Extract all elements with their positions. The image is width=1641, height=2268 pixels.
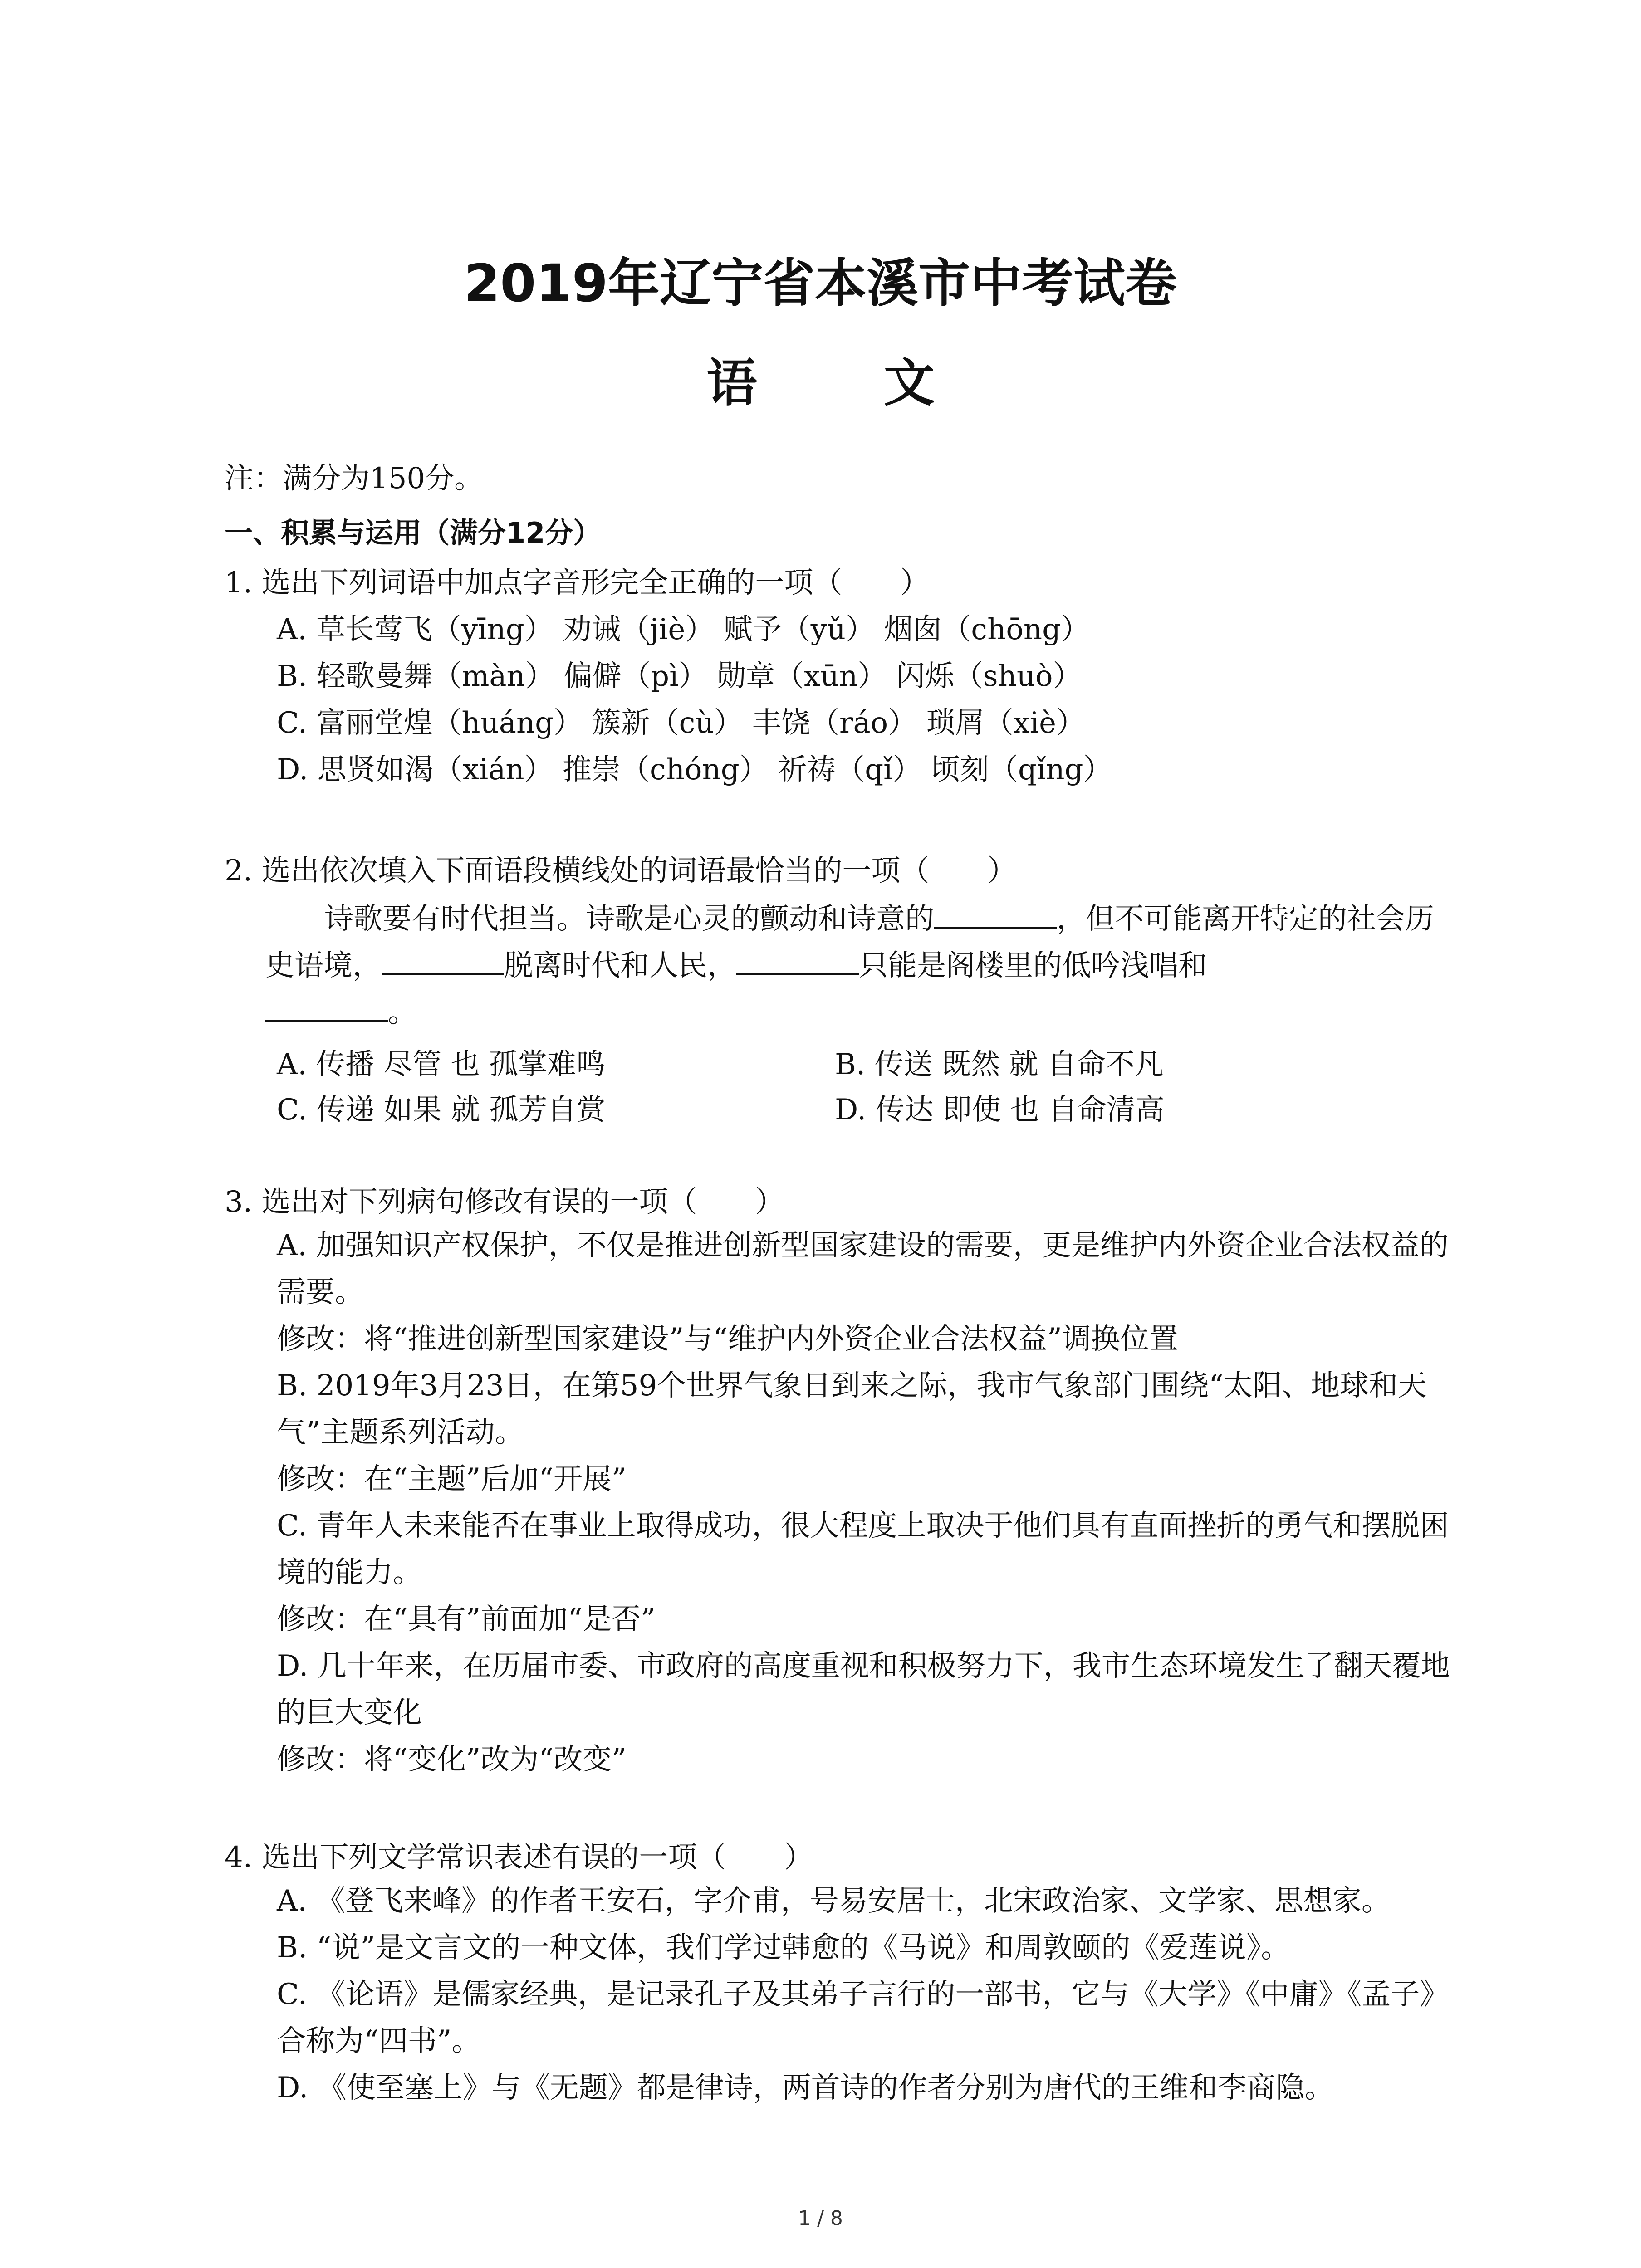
fill-blank [382,946,504,975]
question-stem: 2. 选出依次填入下面语段横线处的词语最恰当的一项（ ） [225,854,1017,888]
fill-blank [265,993,388,1022]
question-2 [225,850,1440,1133]
passage-text: 。 [388,996,417,1029]
passage-text: 诗歌要有时代担当。诗歌是心灵的颤动和诗意的 [324,902,934,936]
option-c: C. 《论语》是儒家经典，是记录孔子及其弟子言行的一部书，它与《大学》《中庸》《孟子》合称为“四书”。 [277,1978,1449,2058]
question-stem: 3. 选出对下列病句修改有误的一项（ ） [225,1185,784,1219]
page-number: 1 / 8 [798,2207,843,2230]
passage-text: ，但不可能离开特定的社会历史语境， [265,902,1434,982]
option-c: C. 传递 如果 就 孤芳自赏 [277,1093,606,1127]
option-c: C. 富丽堂煌（huáng） 簇新（cù） 丰饶（ráo） 琐屑（xiè） [277,706,1085,740]
option-b: B. 传送 既然 就 自命不凡 [835,1048,1164,1081]
option-b: B. 2019年3月23日，在第59个世界气象日到来之际，我市气象部门围绕“太阳、地球和天气”主题系列活动。 [277,1369,1427,1449]
score-note: 注：满分为150分。 [225,462,484,495]
option-d: D. 思贤如渴（xián） 推崇（chóng） 祈祷（qǐ） 顷刻（qǐng） [277,753,1112,787]
option-a: A. 传播 尽管 也 孤掌难鸣 [277,1048,605,1081]
passage-text: 脱离时代和人民， [504,949,736,982]
subject-title: 语 文 [706,354,989,413]
option-a: A. 草长莺飞（yīng） 劝诫（jiè） 赋予（yǔ） 烟囱（chōng） [277,613,1090,646]
option-b-fix: 修改：在“主题”后加“开展” [277,1462,627,1496]
option-b: B. “说”是文言文的一种文体，我们学过韩愈的《马说》和周敦颐的《爱莲说》。 [277,1931,1290,1965]
question-1 [225,562,1440,790]
fill-blank [934,899,1057,929]
option-a-fix: 修改：将“推进创新型国家建设”与“维护内外资企业合法权益”调换位置 [277,1322,1178,1356]
option-d: D. 几十年来，在历届市委、市政府的高度重视和积极努力下，我市生态环境发生了翻天覆地的巨大变化 [277,1649,1450,1730]
fill-blank [736,946,859,975]
page-title: 2019年辽宁省本溪市中考试卷 [464,253,1177,313]
question-stem: 4. 选出下列文学常识表述有误的一项（ ） [225,1841,813,1874]
section-heading: 一、积累与运用（满分12分） [225,516,602,549]
passage-text: 只能是阁楼里的低吟浅唱和 [859,949,1207,982]
option-c: C. 青年人未来能否在事业上取得成功，很大程度上取决于他们具有直面挫折的勇气和摆脱困境的能力。 [277,1509,1449,1589]
option-d: D. 传达 即使 也 自命清高 [835,1093,1165,1127]
option-b: B. 轻歌曼舞（màn） 偏僻（pì） 勋章（xūn） 闪烁（shuò） [277,660,1082,693]
question-stem: 1. 选出下列词语中加点字音形完全正确的一项（ ） [225,566,930,600]
question-4 [225,1837,1449,2112]
option-a: A. 加强知识产权保护，不仅是推进创新型国家建设的需要，更是维护内外资企业合法权益的需要。 [277,1229,1449,1309]
question-3 [225,1182,1450,1783]
options-grid [277,1042,1440,1133]
option-d: D. 《使至塞上》与《无题》都是律诗，两首诗的作者分别为唐代的王维和李商隐。 [277,2071,1334,2105]
option-a: A. 《登飞来峰》的作者王安石，字介甫，号易安居士，北宋政治家、文学家、思想家。 [277,1884,1391,1918]
option-c-fix: 修改：在“具有”前面加“是否” [277,1603,656,1636]
option-d-fix: 修改：将“变化”改为“改变” [277,1743,627,1776]
question-passage [265,896,1440,1036]
